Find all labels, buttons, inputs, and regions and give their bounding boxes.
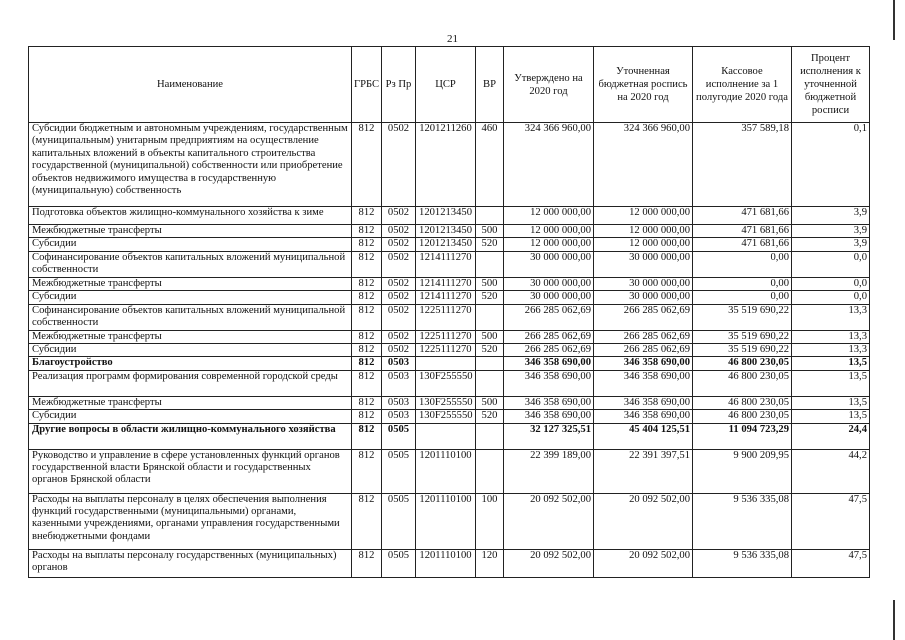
cell-csr: 1214111270 <box>416 291 476 304</box>
scan-edge-bottom <box>893 600 895 640</box>
cell-name: Подготовка объектов жилищно-коммунального хозяйства к зиме <box>29 207 352 225</box>
cell-grbs: 812 <box>352 207 382 225</box>
table-row <box>29 277 870 290</box>
cell-approved: 346 358 690,00 <box>504 410 594 423</box>
table-row <box>29 238 870 251</box>
cell-percent: 0,0 <box>792 251 870 277</box>
cell-name: Субсидии <box>29 291 352 304</box>
cell-approved: 20 092 502,00 <box>504 493 594 549</box>
header-rzpr: Рз Пр <box>382 47 416 123</box>
cell-vr <box>476 370 504 396</box>
cell-grbs: 812 <box>352 291 382 304</box>
table-row <box>29 396 870 409</box>
cell-name: Межбюджетные трансферты <box>29 396 352 409</box>
cell-grbs: 812 <box>352 357 382 370</box>
cell-cash: 35 519 690,22 <box>693 344 792 357</box>
cell-percent: 13,5 <box>792 370 870 396</box>
cell-csr: 1214111270 <box>416 277 476 290</box>
cell-cash: 35 519 690,22 <box>693 304 792 330</box>
cell-approved: 266 285 062,69 <box>504 330 594 343</box>
cell-percent: 3,9 <box>792 238 870 251</box>
cell-refined: 266 285 062,69 <box>594 330 693 343</box>
cell-refined: 20 092 502,00 <box>594 549 693 577</box>
cell-cash: 46 800 230,05 <box>693 396 792 409</box>
cell-refined: 22 391 397,51 <box>594 449 693 493</box>
table-body <box>29 123 870 578</box>
cell-rzpr: 0502 <box>382 207 416 225</box>
cell-cash: 46 800 230,05 <box>693 410 792 423</box>
table-row <box>29 410 870 423</box>
cell-grbs: 812 <box>352 330 382 343</box>
cell-approved: 12 000 000,00 <box>504 238 594 251</box>
cell-percent: 44,2 <box>792 449 870 493</box>
cell-vr <box>476 449 504 493</box>
cell-percent: 0,0 <box>792 277 870 290</box>
cell-rzpr: 0502 <box>382 277 416 290</box>
cell-name: Субсидии <box>29 238 352 251</box>
cell-csr: 1201110100 <box>416 493 476 549</box>
cell-percent: 13,5 <box>792 357 870 370</box>
cell-cash: 11 094 723,29 <box>693 423 792 449</box>
budget-execution-table <box>28 46 870 578</box>
cell-refined: 12 000 000,00 <box>594 225 693 238</box>
table-row <box>29 357 870 370</box>
cell-vr: 520 <box>476 410 504 423</box>
cell-vr: 520 <box>476 238 504 251</box>
cell-percent: 13,3 <box>792 344 870 357</box>
table-row <box>29 207 870 225</box>
cell-percent: 0,0 <box>792 291 870 304</box>
header-csr: ЦСР <box>416 47 476 123</box>
table-row <box>29 549 870 577</box>
cell-refined: 45 404 125,51 <box>594 423 693 449</box>
cell-vr: 520 <box>476 291 504 304</box>
cell-percent: 13,3 <box>792 304 870 330</box>
cell-vr <box>476 207 504 225</box>
cell-percent: 3,9 <box>792 225 870 238</box>
cell-grbs: 812 <box>352 251 382 277</box>
cell-refined: 266 285 062,69 <box>594 304 693 330</box>
cell-approved: 346 358 690,00 <box>504 357 594 370</box>
cell-cash: 9 536 335,08 <box>693 493 792 549</box>
cell-grbs: 812 <box>352 123 382 207</box>
cell-vr: 500 <box>476 225 504 238</box>
cell-approved: 30 000 000,00 <box>504 291 594 304</box>
cell-grbs: 812 <box>352 410 382 423</box>
table-row <box>29 291 870 304</box>
cell-cash: 471 681,66 <box>693 225 792 238</box>
cell-csr: 1201211260 <box>416 123 476 207</box>
cell-cash: 9 900 209,95 <box>693 449 792 493</box>
cell-refined: 20 092 502,00 <box>594 493 693 549</box>
cell-grbs: 812 <box>352 370 382 396</box>
cell-refined: 30 000 000,00 <box>594 251 693 277</box>
cell-approved: 22 399 189,00 <box>504 449 594 493</box>
cell-cash: 357 589,18 <box>693 123 792 207</box>
cell-csr: 1225111270 <box>416 304 476 330</box>
cell-csr: 130F255550 <box>416 370 476 396</box>
table-row <box>29 123 870 207</box>
header-refined: Уточненная бюджетная роспись на 2020 год <box>594 47 693 123</box>
cell-csr: 1201213450 <box>416 238 476 251</box>
cell-csr <box>416 357 476 370</box>
cell-grbs: 812 <box>352 277 382 290</box>
cell-refined: 346 358 690,00 <box>594 410 693 423</box>
cell-name: Межбюджетные трансферты <box>29 277 352 290</box>
cell-approved: 20 092 502,00 <box>504 549 594 577</box>
cell-csr: 1225111270 <box>416 330 476 343</box>
cell-cash: 46 800 230,05 <box>693 357 792 370</box>
cell-name: Расходы на выплаты персоналу государственных (муниципальных) органов <box>29 549 352 577</box>
cell-vr: 500 <box>476 330 504 343</box>
cell-csr: 1201213450 <box>416 225 476 238</box>
cell-vr <box>476 357 504 370</box>
cell-vr: 100 <box>476 493 504 549</box>
header-row <box>29 47 870 123</box>
table-row <box>29 225 870 238</box>
cell-csr <box>416 423 476 449</box>
cell-grbs: 812 <box>352 493 382 549</box>
cell-cash: 471 681,66 <box>693 238 792 251</box>
cell-cash: 0,00 <box>693 291 792 304</box>
cell-vr: 120 <box>476 549 504 577</box>
cell-rzpr: 0505 <box>382 493 416 549</box>
cell-approved: 346 358 690,00 <box>504 370 594 396</box>
cell-approved: 346 358 690,00 <box>504 396 594 409</box>
cell-refined: 346 358 690,00 <box>594 357 693 370</box>
cell-rzpr: 0502 <box>382 344 416 357</box>
cell-refined: 12 000 000,00 <box>594 238 693 251</box>
cell-vr <box>476 423 504 449</box>
cell-cash: 0,00 <box>693 251 792 277</box>
cell-csr: 1201213450 <box>416 207 476 225</box>
cell-approved: 12 000 000,00 <box>504 207 594 225</box>
cell-grbs: 812 <box>352 396 382 409</box>
cell-rzpr: 0502 <box>382 291 416 304</box>
cell-name: Другие вопросы в области жилищно-коммунального хозяйства <box>29 423 352 449</box>
cell-grbs: 812 <box>352 549 382 577</box>
cell-cash: 0,00 <box>693 277 792 290</box>
cell-vr: 520 <box>476 344 504 357</box>
header-cash: Кассовое исполнение за 1 полугодие 2020 года <box>693 47 792 123</box>
cell-approved: 30 000 000,00 <box>504 277 594 290</box>
cell-csr: 1201110100 <box>416 449 476 493</box>
cell-approved: 30 000 000,00 <box>504 251 594 277</box>
cell-csr: 1225111270 <box>416 344 476 357</box>
cell-cash: 9 536 335,08 <box>693 549 792 577</box>
table-row <box>29 304 870 330</box>
cell-grbs: 812 <box>352 304 382 330</box>
cell-rzpr: 0503 <box>382 370 416 396</box>
cell-name: Расходы на выплаты персоналу в целях обеспечения выполнения функций государственными (муниципальными) органами, казенными учреждениями, органами управления государственными внебюджетными фондами <box>29 493 352 549</box>
cell-rzpr: 0505 <box>382 549 416 577</box>
page-number: 21 <box>447 33 458 45</box>
cell-csr: 130F255550 <box>416 396 476 409</box>
cell-percent: 13,5 <box>792 410 870 423</box>
cell-name: Софинансирование объектов капитальных вложений муниципальной собственности <box>29 251 352 277</box>
cell-csr: 130F255550 <box>416 410 476 423</box>
cell-grbs: 812 <box>352 238 382 251</box>
cell-approved: 266 285 062,69 <box>504 304 594 330</box>
cell-vr <box>476 251 504 277</box>
cell-percent: 47,5 <box>792 493 870 549</box>
table-row <box>29 344 870 357</box>
cell-refined: 30 000 000,00 <box>594 277 693 290</box>
cell-vr: 500 <box>476 277 504 290</box>
cell-cash: 471 681,66 <box>693 207 792 225</box>
cell-vr <box>476 304 504 330</box>
cell-name: Софинансирование объектов капитальных вложений муниципальной собственности <box>29 304 352 330</box>
cell-vr: 460 <box>476 123 504 207</box>
cell-refined: 30 000 000,00 <box>594 291 693 304</box>
cell-refined: 346 358 690,00 <box>594 370 693 396</box>
cell-refined: 12 000 000,00 <box>594 207 693 225</box>
cell-percent: 0,1 <box>792 123 870 207</box>
cell-grbs: 812 <box>352 449 382 493</box>
scan-edge-top <box>893 0 895 40</box>
header-vr: ВР <box>476 47 504 123</box>
table-row <box>29 330 870 343</box>
cell-rzpr: 0505 <box>382 449 416 493</box>
cell-refined: 346 358 690,00 <box>594 396 693 409</box>
cell-refined: 324 366 960,00 <box>594 123 693 207</box>
cell-percent: 13,3 <box>792 330 870 343</box>
cell-grbs: 812 <box>352 225 382 238</box>
header-percent: Процент исполнения к уточненной бюджетной росписи <box>792 47 870 123</box>
cell-csr: 1214111270 <box>416 251 476 277</box>
table-row <box>29 493 870 549</box>
cell-cash: 35 519 690,22 <box>693 330 792 343</box>
cell-rzpr: 0503 <box>382 410 416 423</box>
header-grbs: ГРБС <box>352 47 382 123</box>
cell-name: Субсидии <box>29 410 352 423</box>
cell-vr: 500 <box>476 396 504 409</box>
cell-rzpr: 0503 <box>382 357 416 370</box>
cell-cash: 46 800 230,05 <box>693 370 792 396</box>
cell-name: Межбюджетные трансферты <box>29 330 352 343</box>
cell-name: Субсидии <box>29 344 352 357</box>
cell-name: Субсидии бюджетным и автономным учреждениям, государственным (муниципальным) унитарным предприятиям на осуществление капитальных вложений в объекты капитального строительства государственной (муниципальной) собственности или приобретение объектов недвижимого имущества в государственную (муниципальную) собственность <box>29 123 352 207</box>
cell-approved: 266 285 062,69 <box>504 344 594 357</box>
cell-rzpr: 0502 <box>382 225 416 238</box>
cell-rzpr: 0505 <box>382 423 416 449</box>
table-row <box>29 423 870 449</box>
cell-name: Межбюджетные трансферты <box>29 225 352 238</box>
cell-csr: 1201110100 <box>416 549 476 577</box>
cell-rzpr: 0503 <box>382 396 416 409</box>
cell-rzpr: 0502 <box>382 251 416 277</box>
cell-approved: 32 127 325,51 <box>504 423 594 449</box>
table-row <box>29 370 870 396</box>
table-row <box>29 449 870 493</box>
cell-rzpr: 0502 <box>382 238 416 251</box>
cell-name: Реализация программ формирования современной городской среды <box>29 370 352 396</box>
cell-percent: 47,5 <box>792 549 870 577</box>
cell-grbs: 812 <box>352 344 382 357</box>
cell-name: Руководство и управление в сфере установленных функций органов государственной власти Брянской области и государственных органов Брянской области <box>29 449 352 493</box>
cell-rzpr: 0502 <box>382 304 416 330</box>
cell-approved: 324 366 960,00 <box>504 123 594 207</box>
header-approved: Утверждено на 2020 год <box>504 47 594 123</box>
header-name: Наименование <box>29 47 352 123</box>
cell-percent: 13,5 <box>792 396 870 409</box>
cell-percent: 24,4 <box>792 423 870 449</box>
cell-rzpr: 0502 <box>382 330 416 343</box>
cell-percent: 3,9 <box>792 207 870 225</box>
cell-approved: 12 000 000,00 <box>504 225 594 238</box>
cell-rzpr: 0502 <box>382 123 416 207</box>
cell-refined: 266 285 062,69 <box>594 344 693 357</box>
cell-name: Благоустройство <box>29 357 352 370</box>
table-row <box>29 251 870 277</box>
cell-grbs: 812 <box>352 423 382 449</box>
